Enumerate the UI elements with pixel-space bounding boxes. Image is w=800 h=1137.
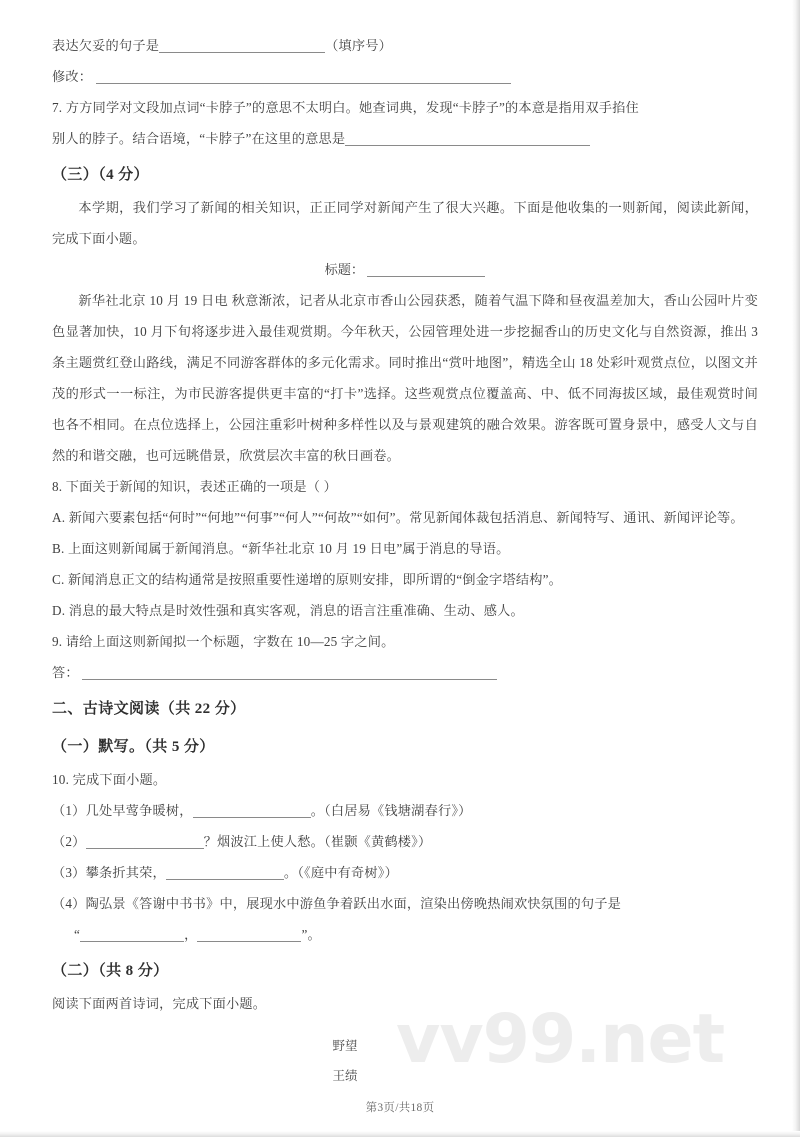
q6-answer-blank[interactable] xyxy=(159,38,325,53)
news-title-blank[interactable] xyxy=(367,262,485,277)
q10-item-1-blank[interactable] xyxy=(193,803,311,818)
section-three-heading: （三）（4 分） xyxy=(52,167,149,183)
q10-item-3-number: （3） xyxy=(52,865,86,880)
spacer xyxy=(52,1019,758,1031)
page-footer: 第3页/共18页 xyxy=(365,1102,435,1114)
q10-item-4-number: （4） xyxy=(52,896,86,911)
q7-line-1: 7. 方方同学对文段加点词“卡脖子”的意思不太明白。她查词典，发现“卡脖子”的本意是指用双手掐住 xyxy=(52,100,639,115)
q10-item-2-blank[interactable] xyxy=(86,834,204,849)
q6-suffix: （填序号） xyxy=(325,38,393,53)
poem-title: 野望 xyxy=(332,1039,358,1053)
page-edge-bottom xyxy=(0,1131,800,1137)
q9-stem: 9. 请给上面这则新闻拟一个标题，字数在 10—25 字之间。 xyxy=(52,634,395,649)
q10-item-4-comma: ， xyxy=(184,927,198,942)
q6-revise-line xyxy=(52,61,758,92)
q10-item-3 xyxy=(52,857,758,888)
q9-answer-line xyxy=(52,657,758,688)
q6-label: 表达欠妥的句子是 xyxy=(52,38,160,53)
q7-answer-blank[interactable] xyxy=(345,131,590,146)
q10-item-3-before: 攀条折其荣， xyxy=(85,865,166,880)
news-body: 新华社北京 10 月 19 日电 秋意渐浓，记者从北京市香山公园获悉，随着气温下降和昼夜温差加大，香山公园叶片变色显著加快，10 月下旬将逐步进入最佳观赏期。今年秋天，公园管理处进一步挖掘香山的历史文化与自然资源，推出 3 条主题赏红登山路线，满足不同游客群体的多元化需求。同时推出“赏叶地图”，精选全山 18 处彩叶观赏点位，以图文并茂的形式一一标注，为市民游客提供更丰富的“打卡”选择。这些观赏点位覆盖高、中、低不同海拔区域，最佳观赏时间也各不相同。在点位选择上，公园注重彩叶树种多样性以及与景观建筑的融合效果。游客既可置身景中，感受人文与自然的和谐交融，也可远眺借景，欣赏层次丰富的秋日画卷。 xyxy=(52,293,758,463)
q10-item-1-after: 。（白居易《钱塘湖春行》） xyxy=(310,803,472,818)
read-instruction: 阅读下面两首诗词，完成下面小题。 xyxy=(52,996,267,1011)
q10-item-4-blank-b[interactable] xyxy=(197,927,301,942)
q10-item-1-before: 几处早莺争暖树， xyxy=(85,803,193,818)
section-two-heading: 二、古诗文阅读（共 22 分） xyxy=(52,701,246,717)
section-three-intro: 本学期，我们学习了新闻的相关知识，正正同学对新闻产生了很大兴趣。下面是他收集的一则新闻，阅读此新闻，完成下面小题。 xyxy=(52,200,758,246)
q8-stem: 8. 下面关于新闻的知识，表述正确的一项是（ ） xyxy=(52,479,338,494)
q10-item-4-blank-a[interactable] xyxy=(80,927,184,942)
q7-line-2 xyxy=(52,123,758,154)
q10-item-4-quote-close: ”。 xyxy=(301,927,321,942)
q10-item-4-before: 陶弘景《答谢中书书》中，展现水中游鱼争着跃出水面，渲染出傍晚热闹欢快氛围的句子是 xyxy=(85,896,622,911)
site-watermark: vv99.net xyxy=(396,1000,725,1079)
revise-label: 修改： xyxy=(52,69,93,84)
news-title-label: 标题： xyxy=(324,262,365,277)
q10-item-4-quote-open: “ xyxy=(74,927,81,942)
q10-item-1-number: （1） xyxy=(52,803,86,818)
section-two-sub-one: （一）默写。（共 5 分） xyxy=(52,739,215,755)
q6-revise-blank[interactable] xyxy=(96,69,511,84)
q8-option-d[interactable]: D. 消息的最大特点是时效性强和真实客观，消息的语言注重准确、生动、感人。 xyxy=(52,603,524,618)
q10-item-4-blanks xyxy=(52,919,758,950)
q7-line-2-text: 别人的脖子。结合语境，“卡脖子”在这里的意思是 xyxy=(52,131,346,146)
q6-answer-line xyxy=(52,30,758,61)
q8-option-b[interactable]: B. 上面这则新闻属于新闻消息。“新华社北京 10 月 19 日电”属于消息的导语。 xyxy=(52,541,510,556)
section-two-sub-two: （二）（共 8 分） xyxy=(52,963,169,979)
q9-answer-label: 答： xyxy=(52,665,79,680)
q8-option-a[interactable]: A. 新闻六要素包括“何时”“何地”“何事”“何人”“何故”“如何”。常见新闻体裁包括消息、新闻特写、通讯、新闻评论等。 xyxy=(52,510,744,525)
q10-item-3-after: 。（《庭中有奇树》） xyxy=(283,865,398,880)
q10-item-2-number: （2） xyxy=(52,834,86,849)
q9-answer-blank[interactable] xyxy=(82,665,497,680)
q8-option-c[interactable]: C. 新闻消息正文的结构通常是按照重要性递增的原则安排，即所谓的“倒金字塔结构”。 xyxy=(52,572,563,587)
q10-item-4 xyxy=(52,888,758,919)
q10-item-3-blank[interactable] xyxy=(166,865,284,880)
q10-item-2-after: ？烟波江上使人愁。（崔颢《黄鹤楼》） xyxy=(203,834,432,849)
poem-author: 王绩 xyxy=(332,1069,358,1083)
q10-item-2 xyxy=(52,826,758,857)
q10-stem: 10. 完成下面小题。 xyxy=(52,772,167,787)
news-title-blank-line xyxy=(52,254,758,285)
q10-item-1 xyxy=(52,795,758,826)
